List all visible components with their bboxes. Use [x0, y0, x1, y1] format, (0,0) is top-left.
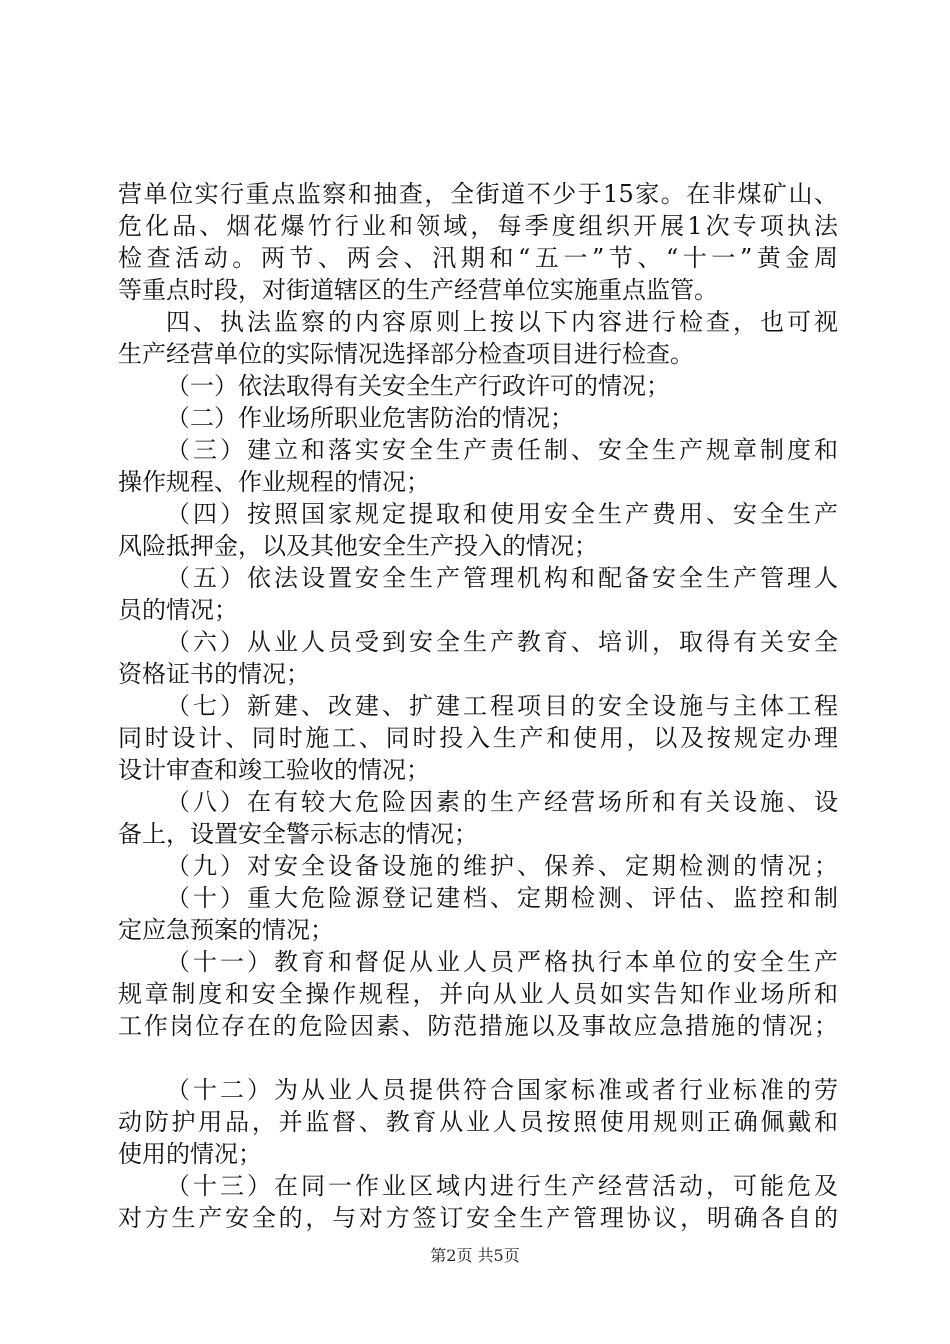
body-line: 资格证书的情况；: [118, 660, 310, 688]
body-line: 定应急预案的情况；: [118, 916, 334, 944]
list-item-13: （十三）在同一作业区域内进行生产经营活动，可能危及: [166, 1172, 838, 1200]
body-line: 操作规程、作业规程的情况；: [118, 468, 430, 496]
page-number-footer: 第2页 共5页: [430, 1246, 520, 1265]
list-item-7: （七）新建、改建、扩建工程项目的安全设施与主体工程: [166, 692, 838, 720]
list-item-9: （九）对安全设备设施的维护、保养、定期检测的情况；: [166, 852, 838, 880]
body-line: 营单位实行重点监察和抽查，全街道不少于15家。在非煤矿山、: [118, 180, 838, 208]
list-item-8: （八）在有较大危险因素的生产经营场所和有关设施、设: [166, 788, 838, 816]
list-item-2: （二）作业场所职业危害防治的情况；: [166, 404, 574, 432]
body-line: 危化品、烟花爆竹行业和领域，每季度组织开展1次专项执法: [118, 212, 838, 240]
body-line: 备上，设置安全警示标志的情况；: [118, 820, 478, 848]
body-line: 对方生产安全的，与对方签订安全生产管理协议，明确各自的: [118, 1204, 838, 1232]
body-line: 风险抵押金，以及其他安全生产投入的情况；: [118, 532, 598, 560]
list-item-1: （一）依法取得有关安全生产行政许可的情况；: [166, 372, 670, 400]
body-line: 员的情况；: [118, 596, 238, 624]
list-item-4: （四）按照国家规定提取和使用安全生产费用、安全生产: [166, 500, 838, 528]
body-line: 规章制度和安全操作规程，并向从业人员如实告知作业场所和: [118, 980, 838, 1008]
list-item-11: （十一）教育和督促从业人员严格执行本单位的安全生产: [166, 948, 838, 976]
body-line: 生产经营单位的实际情况选择部分检查项目进行检查。: [118, 340, 694, 368]
body-line: 工作岗位存在的危险因素、防范措施以及事故应急措施的情况；: [118, 1012, 838, 1040]
body-line: 等重点时段，对街道辖区的生产经营单位实施重点监管。: [118, 276, 718, 304]
body-line: 设计审查和竣工验收的情况；: [118, 756, 430, 784]
list-item-10: （十）重大危险源登记建档、定期检测、评估、监控和制: [166, 884, 838, 912]
body-line: 四、执法监察的内容原则上按以下内容进行检查，也可视: [166, 308, 838, 336]
list-item-3: （三）建立和落实安全生产责任制、安全生产规章制度和: [166, 436, 838, 464]
body-line: 同时设计、同时施工、同时投入生产和使用，以及按规定办理: [118, 724, 838, 752]
list-item-6: （六）从业人员受到安全生产教育、培训，取得有关安全: [166, 628, 838, 656]
body-line: 使用的情况；: [118, 1140, 262, 1168]
body-line: 检查活动。两节、两会、汛期和“五一”节、“十一”黄金周: [118, 244, 838, 272]
list-item-5: （五）依法设置安全生产管理机构和配备安全生产管理人: [166, 564, 838, 592]
list-item-12: （十二）为从业人员提供符合国家标准或者行业标准的劳: [166, 1076, 838, 1104]
body-line: 动防护用品，并监督、教育从业人员按照使用规则正确佩戴和: [118, 1108, 838, 1136]
